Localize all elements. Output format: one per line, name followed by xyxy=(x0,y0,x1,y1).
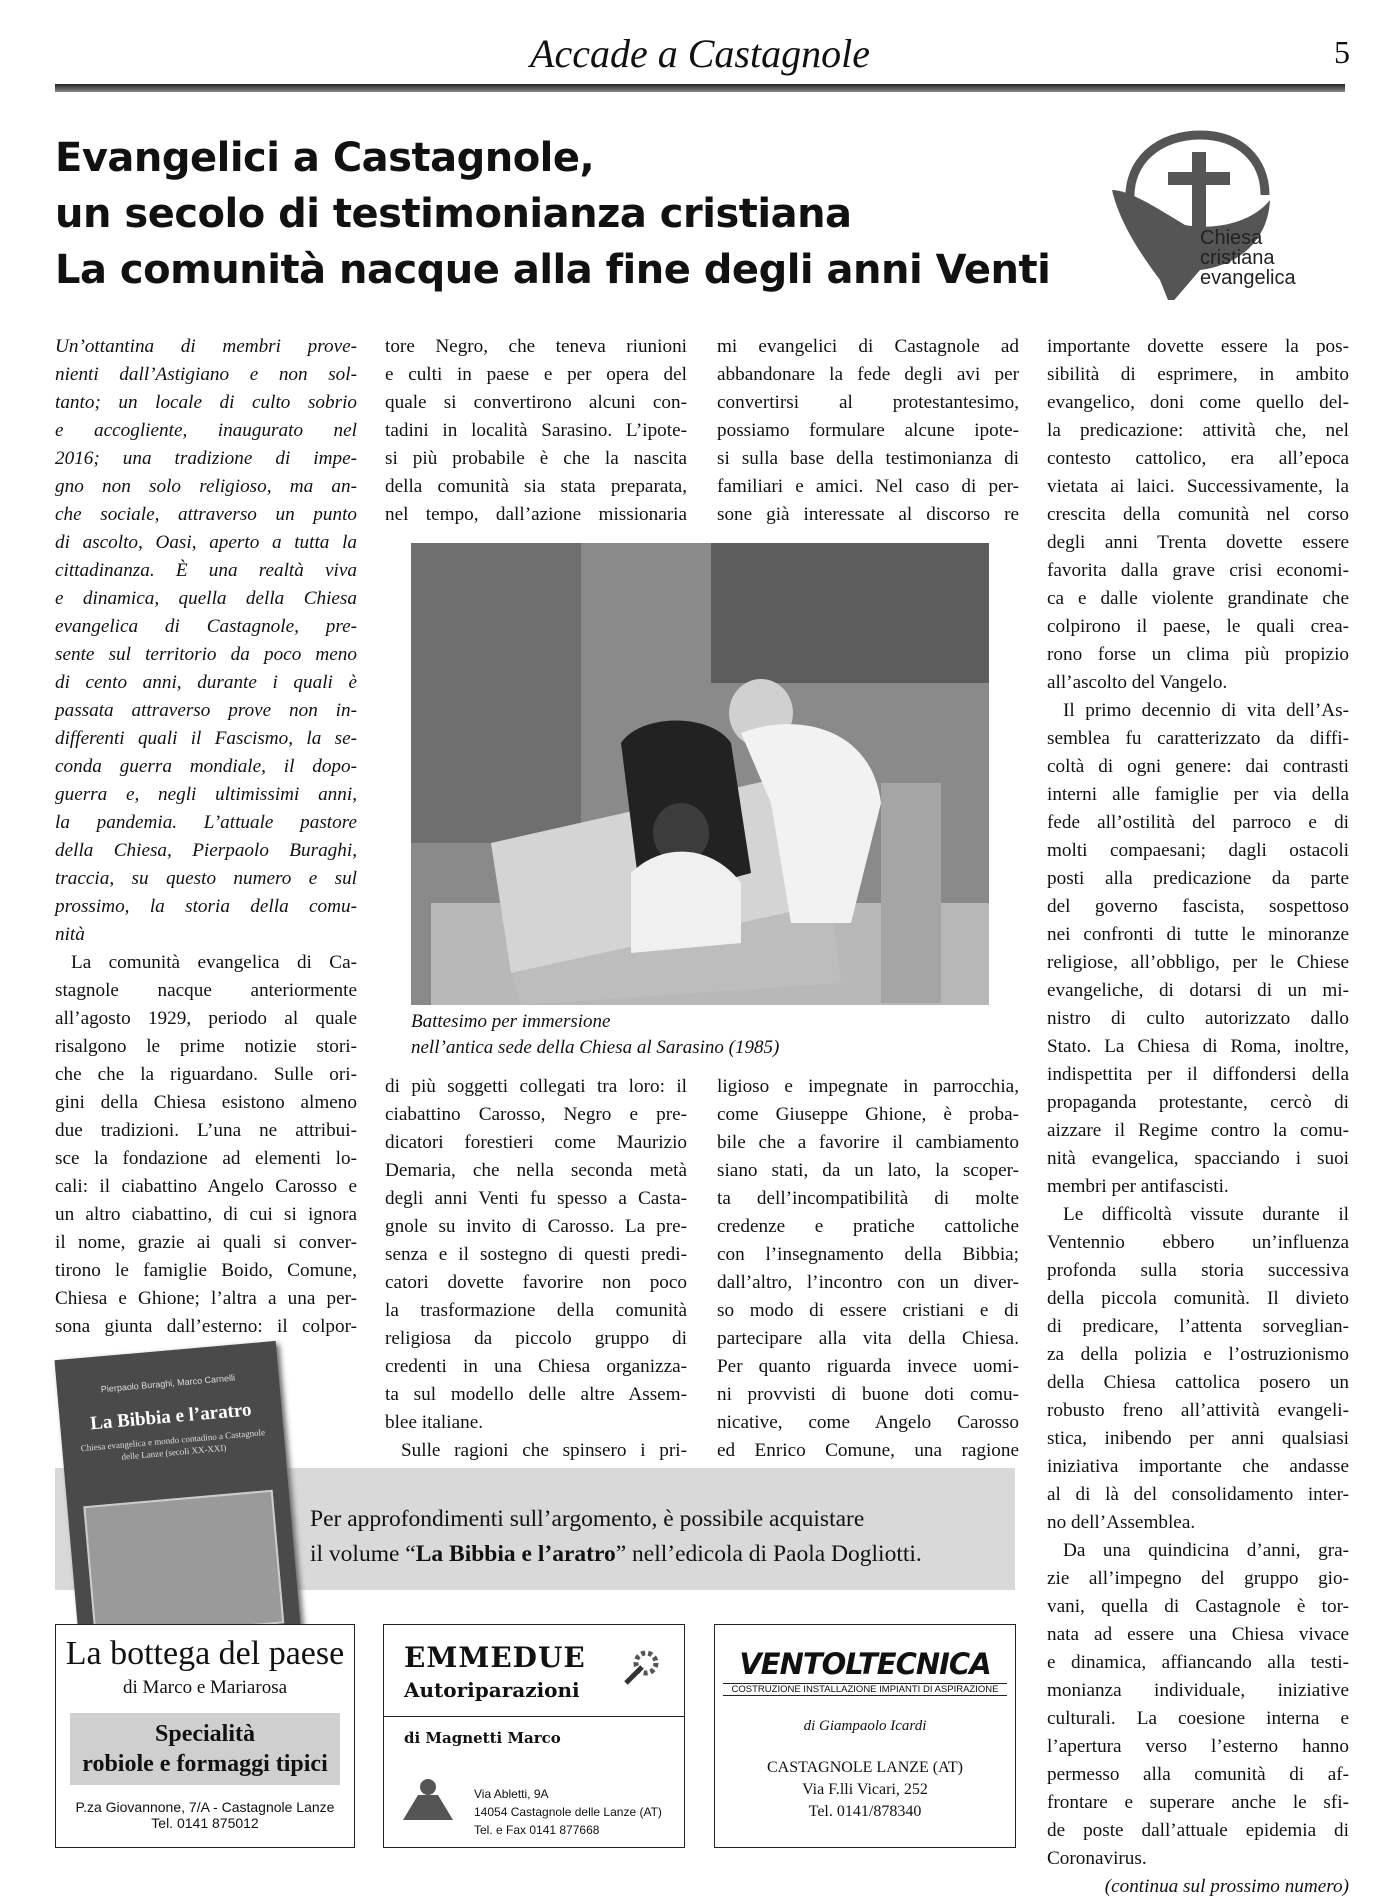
text-line: dall’altro, l’incontro con un diver- xyxy=(717,1272,1019,1293)
intro-line: che sociale, attraverso un punto xyxy=(55,504,357,525)
text-line: crescita della comunità nel corso xyxy=(1047,504,1349,525)
text-line: al di là del consolidamento inter- xyxy=(1047,1484,1349,1505)
book-cover: Pierpaolo Buraghi, Marco Carnelli La Bibbia e l’aratro Chiesa evangelica e mondo contadino a Castagnole delle Lanze (secoli XX-XXI) xyxy=(54,1341,303,1679)
mechanic-icon xyxy=(398,1775,458,1825)
article-headline xyxy=(55,130,1115,298)
text-line: coltà di ogni genere: dai contrasti xyxy=(1047,756,1349,777)
text-line: Da una quindicina d’anni, gra- xyxy=(1063,1540,1349,1561)
text-line: credenti in una Chiesa organizza- xyxy=(385,1356,687,1377)
intro-line: la pandemia. L’attuale pastore xyxy=(55,812,357,833)
ad-owner: di Magnetti Marco xyxy=(404,1729,561,1747)
ad-type: Autoriparazioni xyxy=(404,1678,580,1702)
headline-line: La comunità nacque alla fine degli anni Venti xyxy=(55,247,1051,293)
text-line: Le difficoltà vissute durante il xyxy=(1063,1204,1349,1225)
photo-caption: Battesimo per immersione nell’antica sede della Chiesa al Sarasino (1985) xyxy=(411,1011,780,1058)
text-line: sibilità di esprimere, in ambito xyxy=(1047,364,1349,385)
baptism-photo xyxy=(411,543,989,1005)
text-line: vani, quella di Castagnole è tor- xyxy=(1047,1596,1349,1617)
text-line: aizzare il Regime contro la comu- xyxy=(1047,1120,1349,1141)
text-line: nata ad essere una Chiesa vivace xyxy=(1047,1624,1349,1645)
text-line: importante dovette essere la pos- xyxy=(1047,336,1349,357)
intro-line: prossimo, la storia della comu- xyxy=(55,896,357,917)
text-line: Sulle ragioni che spinsero i pri- xyxy=(401,1440,687,1461)
ad-ventoltecnica: VENTOLTECNICA COSTRUZIONE INSTALLAZIONE IMPIANTI DI ASPIRAZIONE di Giampaolo Icardi CASTAGNOLE LANZE (AT) Via F.lli Vicari, 252 Tel. 0141/878340 xyxy=(714,1624,1016,1848)
text-line: evangeliche, di dotarsi di un mi- xyxy=(1047,980,1349,1001)
text-line: bile che a favorire il cambiamento xyxy=(717,1132,1019,1153)
text-line: risalgono le prime notizie stori- xyxy=(55,1036,357,1057)
text-line: ta dell’incompatibilità di molte xyxy=(717,1188,1019,1209)
article-column-2-bottom xyxy=(385,1073,687,1465)
text-line: partecipare alla vita della Chiesa. xyxy=(717,1328,1019,1349)
promo-text: Per approfondimenti sull’argomento, è possibile acquistare il volume “La Bibbia e l’aratro” nell’edicola di Paola Dogliotti. xyxy=(310,1506,922,1567)
article-column-3-bottom xyxy=(717,1073,1019,1465)
text-line: so modo di essere cristiani e di xyxy=(717,1300,1019,1321)
ad-name: La bottega del paese xyxy=(65,1635,345,1672)
text-line: della piccola comunità. Il divieto xyxy=(1047,1288,1349,1309)
text-line: za della polizia e l’ostruzionismo xyxy=(1047,1344,1349,1365)
text-line: indispettita per il diffondersi della xyxy=(1047,1064,1349,1085)
ad-emmedue: EMMEDUE Autoriparazioni di Magnetti Marco Via Abletti, 9A 14054 Castagnole delle Lanze (AT) Tel. e Fax 0141 877668 xyxy=(383,1624,685,1848)
text-line: contesto cattolico, era all’epoca xyxy=(1047,448,1349,469)
wrench-gear-icon xyxy=(620,1645,664,1689)
ad-tagline: COSTRUZIONE INSTALLAZIONE IMPIANTI DI ASPIRAZIONE xyxy=(723,1683,1007,1696)
text-line: senza e il sostegno di questi predi- xyxy=(385,1244,687,1265)
text-line: monianza individuale, iniziative xyxy=(1047,1680,1349,1701)
text-line: Chiesa e Ghione; l’altra a una per- xyxy=(55,1288,357,1309)
text-line: ligioso e impegnate in parrocchia, xyxy=(717,1076,1019,1097)
text-line: familiari e amici. Nel caso di per- xyxy=(717,476,1019,497)
text-line: dicatori forestieri come Maurizio xyxy=(385,1132,687,1153)
intro-line: nienti dall’Astigiano e non sol- xyxy=(55,364,357,385)
text-line: della Chiesa cattolica posero un xyxy=(1047,1372,1349,1393)
text-line: Stato. La Chiesa di Roma, inoltre, xyxy=(1047,1036,1349,1057)
headline-line: un secolo di testimonianza cristiana xyxy=(55,191,852,237)
text-line: e culti in paese e per opera del xyxy=(385,364,687,385)
intro-line: di cento anni, durante i quali è xyxy=(55,672,357,693)
text-line: della comunità sia stata preparata, xyxy=(385,476,687,497)
intro-line: cittadinanza. È una realtà viva xyxy=(55,560,357,581)
headline-line: Evangelici a Castagnole, xyxy=(55,135,595,181)
ad-name: VENTOLTECNICA xyxy=(739,1647,991,1681)
text-line: La comunità evangelica di Ca- xyxy=(71,952,357,973)
text-line: de poste dall’attuale epidemia di xyxy=(1047,1820,1349,1841)
text-line: di predicare, l’attenta sorveglian- xyxy=(1047,1316,1349,1337)
text-line: colpirono il paese, le quali crea- xyxy=(1047,616,1349,637)
text-line: robusto freno all’attività evangeli- xyxy=(1047,1400,1349,1421)
intro-line: conda guerra mondiale, il dopo- xyxy=(55,756,357,777)
text-line: semblea fu caratterizzato da diffi- xyxy=(1047,728,1349,749)
text-line: posti alla predicazione da parte xyxy=(1047,868,1349,889)
intro-line: nità xyxy=(55,924,85,945)
text-line: nel tempo, dall’azione missionaria xyxy=(385,504,687,525)
text-line: ciabattino Carosso, Negro e pre- xyxy=(385,1104,687,1125)
section-title: Accade a Castagnole xyxy=(530,31,870,76)
text-line: gnole su invito di Carosso. La pre- xyxy=(385,1216,687,1237)
ad-owner: di Giampaolo Icardi xyxy=(803,1718,927,1734)
text-line: un altro ciabattino, di cui si ignora xyxy=(55,1204,357,1225)
text-line: mi evangelici di Castagnole ad xyxy=(717,336,1019,357)
ad-name: EMMEDUE xyxy=(404,1641,586,1674)
text-line: ca e dalle violente grandinate che xyxy=(1047,588,1349,609)
text-line: catori dovette favorire non poco xyxy=(385,1272,687,1293)
text-line: ni provvisti di buone doti comu- xyxy=(717,1384,1019,1405)
text-line: rono forse un clima più propizio xyxy=(1047,644,1349,665)
text-line: l’apertura verso l’esterno hanno xyxy=(1047,1736,1349,1757)
text-line: Coronavirus. xyxy=(1047,1848,1147,1869)
intro-line: evangelica di Castagnole, pre- xyxy=(55,616,357,637)
text-line: nicative, come Angelo Carosso xyxy=(717,1412,1019,1433)
text-line: stica, inibendo per anni qualsiasi xyxy=(1047,1428,1349,1449)
text-line: come Giuseppe Ghione, è proba- xyxy=(717,1104,1019,1125)
text-line: gini della Chiesa esistono almeno xyxy=(55,1092,357,1113)
text-line: degli anni Venti fu spesso a Casta- xyxy=(385,1188,687,1209)
ad-address: P.za Giovannone, 7/A - Castagnole Lanze xyxy=(75,1799,335,1815)
text-line: religiose, all’obbligo, per le Chiese xyxy=(1047,952,1349,973)
text-line: Demaria, che nella seconda metà xyxy=(385,1160,687,1181)
text-line: zie all’impegno del gruppo gio- xyxy=(1047,1568,1349,1589)
text-line: culturali. La coesione interna e xyxy=(1047,1708,1349,1729)
text-line: tadini in località Sarasino. L’ipote- xyxy=(385,420,687,441)
text-line: si più probabile è che la nascita xyxy=(385,448,687,469)
ad-phone: Tel. 0141 875012 xyxy=(151,1815,259,1831)
text-line: stagnole nacque anteriormente xyxy=(55,980,357,1001)
text-line: blee italiane. xyxy=(385,1412,484,1433)
text-line: permesso alla comunità di af- xyxy=(1047,1764,1349,1785)
intro-line: della Chiesa, Pierpaolo Buraghi, xyxy=(55,840,357,861)
text-line: quale si convertirono alcuni con- xyxy=(385,392,687,413)
text-line: la predicazione: attività che, nel xyxy=(1047,420,1349,441)
intro-line: e accogliente, inaugurato nel xyxy=(55,420,357,441)
text-line: Per quanto riguarda invece uomi- xyxy=(717,1356,1019,1377)
text-line: si sulla base della testimonianza di xyxy=(717,448,1019,469)
text-line: all’ascolto del Vangelo. xyxy=(1047,672,1228,693)
text-line: religiosa da piccolo gruppo di xyxy=(385,1328,687,1349)
text-line: cali: il ciabattino Angelo Carosso e xyxy=(55,1176,357,1197)
intro-line: Un’ottantina di membri prove- xyxy=(55,336,357,357)
text-line: del governo fascista, sospettoso xyxy=(1047,896,1349,917)
text-line: iniziativa importante che andasse xyxy=(1047,1456,1349,1477)
text-line: degli anni Trenta dovette essere xyxy=(1047,532,1349,553)
text-line: credenze e pratiche cattoliche xyxy=(717,1216,1019,1237)
book-illustration xyxy=(83,1490,284,1640)
text-line: il nome, grazie ai quali si conver- xyxy=(55,1232,357,1253)
logo-text: Chiesa cristiana evangelica xyxy=(1200,227,1296,289)
text-line: con l’insegnamento della Bibbia; xyxy=(717,1244,1019,1265)
intro-line: 2016; una tradizione di impe- xyxy=(55,448,357,469)
intro-line: traccia, su questo numero e sul xyxy=(55,868,357,889)
text-line: fede all’ostilità del parroco e di xyxy=(1047,812,1349,833)
text-line: possiamo formulare alcune ipote- xyxy=(717,420,1019,441)
text-line: due tradizioni. L’una ne attribui- xyxy=(55,1120,357,1141)
intro-line: differenti quali il Fascismo, la se- xyxy=(55,728,357,749)
text-line: di più soggetti collegati tra loro: il xyxy=(385,1076,687,1097)
text-line: convertirsi al protestantesimo, xyxy=(717,392,1019,413)
article-column-3-top xyxy=(717,333,1019,529)
text-line: Ventennio ebbero un’influenza xyxy=(1047,1232,1349,1253)
text-line: vietata ai laici. Successivamente, la xyxy=(1047,476,1349,497)
text-line: tirono le famiglie Boido, Comune, xyxy=(55,1260,357,1281)
text-line: nità evangelica, spacciando i suoi xyxy=(1047,1148,1349,1169)
text-line: sone già interessate al discorso re xyxy=(717,504,1019,525)
text-line: propaganda protestante, cercò di xyxy=(1047,1092,1349,1113)
intro-line: passata attraverso prove non in- xyxy=(55,700,357,721)
text-line: abbandonare la fede degli avi per xyxy=(717,364,1019,385)
text-line: e dinamica, affiancando alla testi- xyxy=(1047,1652,1349,1673)
intro-line: sente sul territorio da poco meno xyxy=(55,644,357,665)
text-line: tore Negro, che teneva riunioni xyxy=(385,336,687,357)
intro-line: tanto; un locale di culto sobrio xyxy=(55,392,357,413)
text-line: nei confronti di tutte le minoranze xyxy=(1047,924,1349,945)
article-column-1 xyxy=(55,333,357,1341)
ad-bottega-del-paese: La bottega del paese di Marco e Mariarosa Specialità robiole e formaggi tipici P.za Giovannone, 7/A - Castagnole Lanze Tel. 0141 875012 xyxy=(55,1624,355,1848)
intro-line: di ascolto, Oasi, aperto a tutta la xyxy=(55,532,357,553)
text-line: molti compaesani; dagli ostacoli xyxy=(1047,840,1349,861)
text-line: siano stati, da un lato, la scoper- xyxy=(717,1160,1019,1181)
text-line: all’agosto 1929, periodo al quale xyxy=(55,1008,357,1029)
text-line: ta sul modello delle altre Assem- xyxy=(385,1384,687,1405)
text-line: sce la fondazione ad elementi lo- xyxy=(55,1148,357,1169)
text-line: interni alle famiglie per via della xyxy=(1047,784,1349,805)
page-number: 5 xyxy=(1334,34,1350,70)
header-rule xyxy=(55,84,1345,92)
text-line: Il primo decennio di vita dell’As- xyxy=(1063,700,1349,721)
text-line: che che la riguardano. Sulle ori- xyxy=(55,1064,357,1085)
text-line: favorita dalla grave crisi economi- xyxy=(1047,560,1349,581)
text-line: ed Enrico Comune, una ragione xyxy=(717,1440,1019,1461)
intro-line: gno non solo religioso, ma an- xyxy=(55,476,357,497)
article-column-4 xyxy=(1047,333,1349,1901)
text-line: la trasformazione della comunità xyxy=(385,1300,687,1321)
text-line: nistro di culto autorizzato dallo xyxy=(1047,1008,1349,1029)
ad-owners: di Marco e Mariarosa xyxy=(122,1677,288,1698)
text-line: sona giunta dall’esterno: il colpor- xyxy=(55,1316,357,1337)
text-line: evangelico, doni come quello del- xyxy=(1047,392,1349,413)
intro-line: e dinamica, quella della Chiesa xyxy=(55,588,357,609)
text-line: no dell’Assemblea. xyxy=(1047,1512,1196,1533)
continue-note: (continua sul prossimo numero) xyxy=(1104,1876,1349,1897)
text-line: profonda sulla storia successiva xyxy=(1047,1260,1349,1281)
intro-line: guerra e, negli ultimissimi anni, xyxy=(55,784,357,805)
article-column-2-top xyxy=(385,333,687,529)
text-line: frontare e superare anche le sfi- xyxy=(1047,1792,1349,1813)
text-line: membri per antifascisti. xyxy=(1047,1176,1229,1197)
